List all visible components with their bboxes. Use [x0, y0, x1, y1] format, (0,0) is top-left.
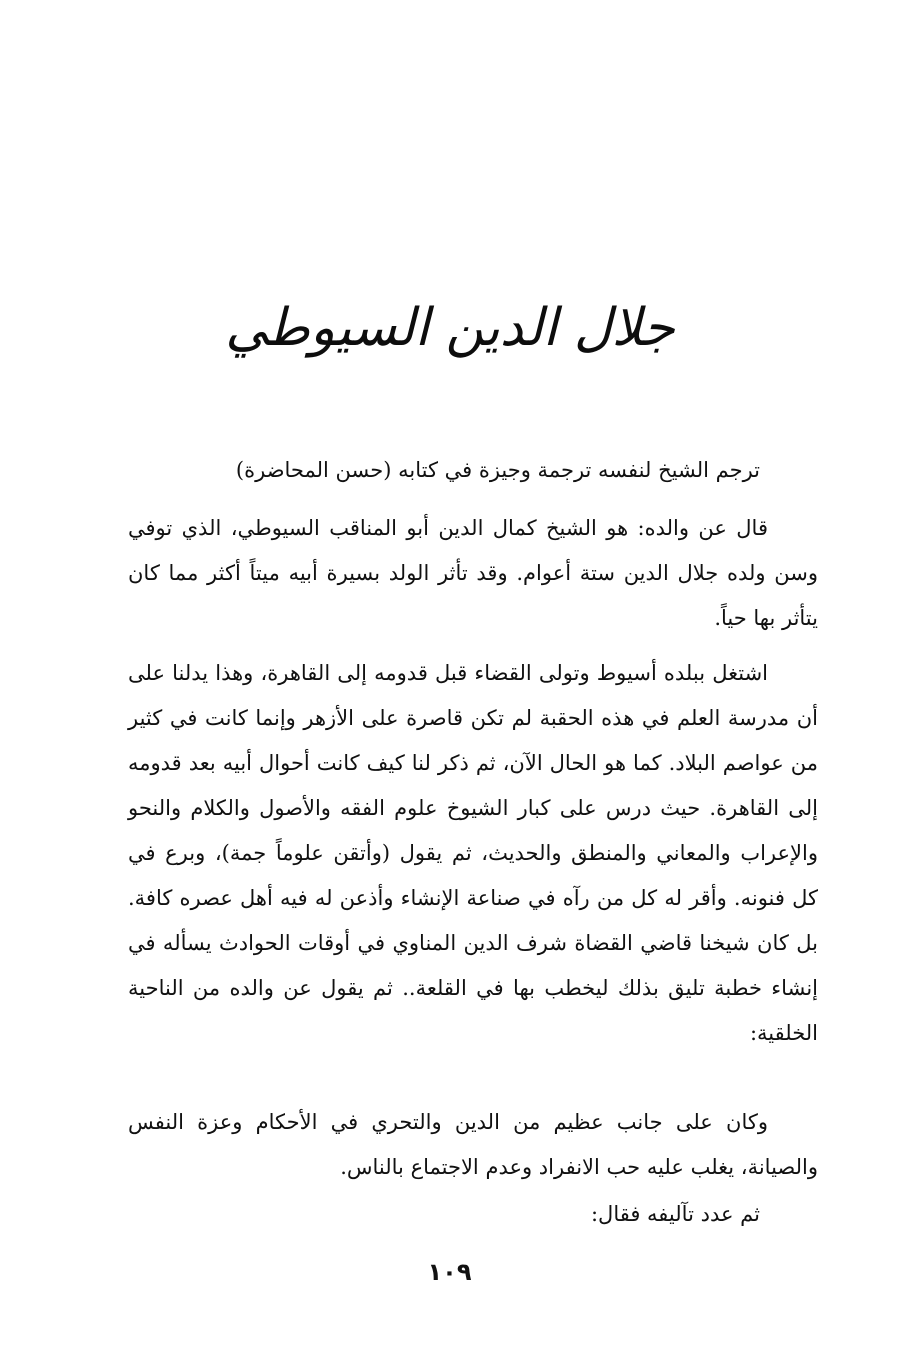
chapter-title: جلال الدين السيوطي: [225, 298, 675, 358]
paragraph-character: وكان على جانب عظيم من الدين والتحري في الأحكام وعزة النفس والصيانة، يغلب عليه حب الانفراد وعدم الاجتماع بالناس.: [128, 1110, 818, 1179]
paragraph-father: قال عن والده: هو الشيخ كمال الدين أبو المناقب السيوطي، الذي توفي وسن ولده جلال الدين ستة أعوام. وقد تأثر الولد بسيرة أبيه ميتاً أكثر مما كان يتأثر بها حياً.: [128, 516, 818, 630]
page-number: ١٠٩: [427, 1258, 472, 1286]
paragraph-career: اشتغل ببلده أسيوط وتولى القضاء قبل قدومه إلى القاهرة، وهذا يدلنا على أن مدرسة العلم في هذه الحقبة لم تكن قاصرة على الأزهر وإنما كانت في كثير من عواصم البلاد. كما هو الحال الآن، ثم ذكر لنا كيف كانت أحوال أبيه بعد قدومه إلى القاهرة. حيث درس على كبار الشيوخ علوم الفقه والأصول والكلام والنحو والإعراب والمعاني والمنطق والحديث، ثم يقول (وأتقن علوماً جمة)، وبرع في كل فنونه. وأقر له كل من رآه في صناعة الإنشاء وأذعن له فيه أهل عصره كافة. بل كان شيخنا قاضي القضاة شرف الدين المناوي في أوقات الحوادث يسأله في إنشاء خطبة تليق بذلك ليخطب بها في القلعة.. ثم يقول عن والده من الناحية الخلقية:: [128, 661, 818, 1045]
paragraph-works-intro: ثم عدد تآليفه فقال:: [590, 1202, 760, 1226]
intro-line: ترجم الشيخ لنفسه ترجمة وجيزة في كتابه (حسن المحاضرة): [235, 458, 760, 482]
